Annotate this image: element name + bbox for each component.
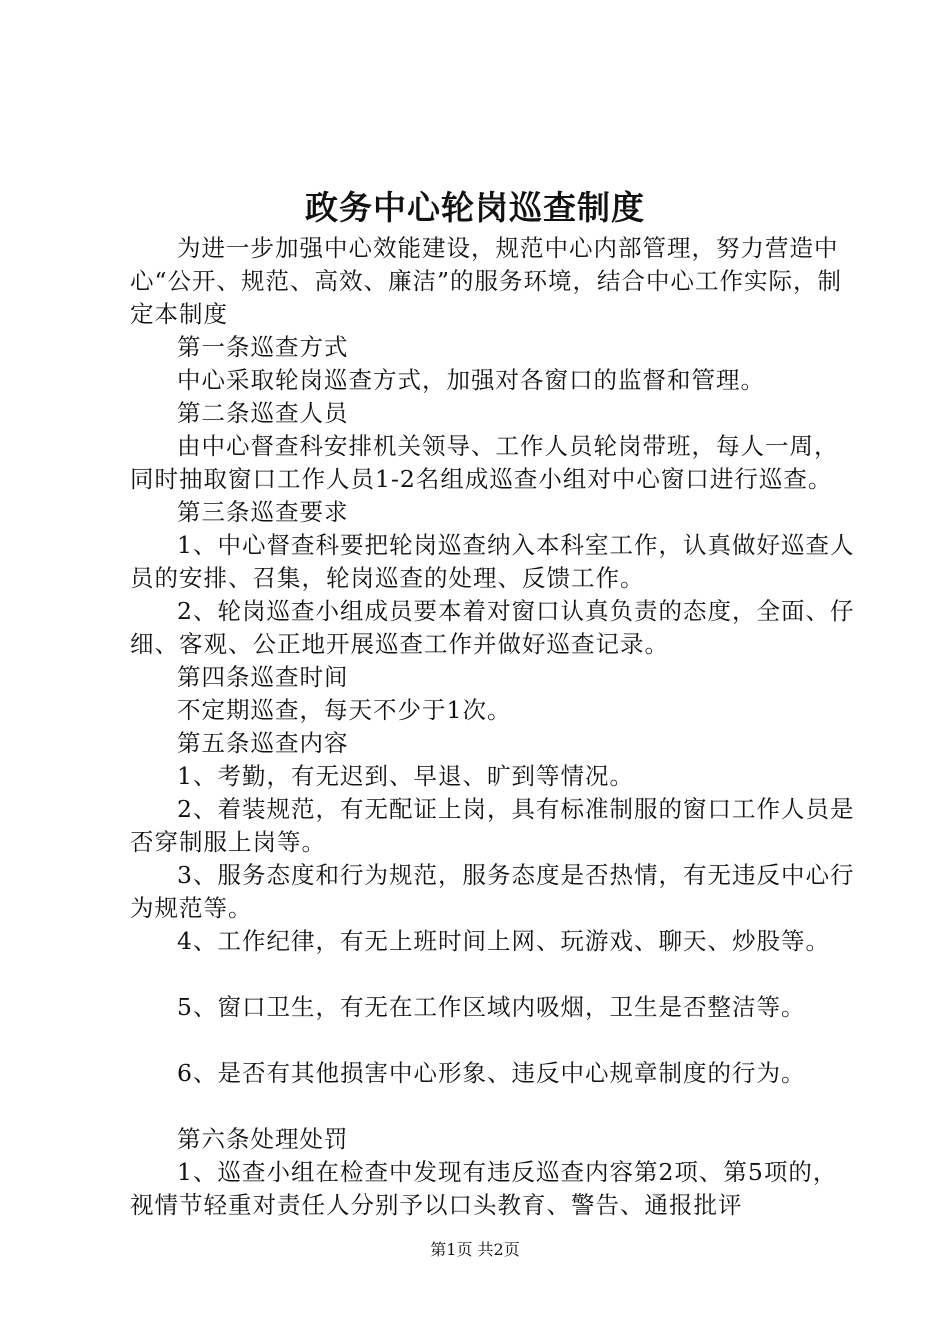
document-title: 政务中心轮岗巡查制度 — [305, 188, 645, 227]
article-5-item-6: 6、是否有其他损害中心形象、违反中心规章制度的行为。 — [177, 1059, 806, 1087]
article-2-text: 由中心督查科安排机关领导、工作人员轮岗带班，每人一周，同时抽取窗口工作人员1-2名组成巡查小组对中心窗口进行巡查。 — [130, 432, 839, 493]
article-5-item-5: 5、窗口卫生，有无在工作区域内吸烟，卫生是否整洁等。 — [177, 993, 806, 1021]
article-3-item-1: 1、中心督查科要把轮岗巡查纳入本科室工作，认真做好巡查人员的安排、召集，轮岗巡查的处理、反馈工作。 — [130, 531, 855, 592]
article-1-heading: 第一条巡查方式 — [177, 333, 349, 361]
article-5-item-2: 2、着装规范，有无配证上岗，具有标准制服的窗口工作人员是否穿制服上岗等。 — [130, 795, 855, 856]
article-5-item-3: 3、服务态度和行为规范，服务态度是否热情，有无违反中心行为规范等。 — [130, 861, 855, 922]
article-3-item-2: 2、轮岗巡查小组成员要本着对窗口认真负责的态度，全面、仔细、客观、公正地开展巡查工作并做好巡查记录。 — [130, 597, 855, 658]
article-4-heading: 第四条巡查时间 — [177, 663, 349, 691]
article-4-text: 不定期巡查，每天不少于1次。 — [177, 696, 512, 724]
article-3-heading: 第三条巡查要求 — [177, 498, 349, 526]
intro-paragraph: 为进一步加强中心效能建设，规范中心内部管理，努力营造中心“公开、规范、高效、廉洁”的服务环境，结合中心工作实际，制定本制度 — [130, 234, 843, 328]
page-number-footer: 第1页 共2页 — [430, 1240, 520, 1259]
article-1-text: 中心采取轮岗巡查方式，加强对各窗口的监督和管理。 — [177, 366, 765, 394]
document-body — [130, 232, 860, 1222]
article-6-item-1: 1、巡查小组在检查中发现有违反巡查内容第2项、第5项的，视情节轻重对责任人分别予以口头教育、警告、通报批评 — [130, 1158, 838, 1219]
blank-line — [130, 1090, 860, 1123]
article-2-heading: 第二条巡查人员 — [177, 399, 349, 427]
article-5-item-1: 1、考勤，有无迟到、早退、旷到等情况。 — [177, 762, 634, 790]
blank-line — [130, 1024, 860, 1057]
blank-line — [130, 958, 860, 991]
article-6-heading: 第六条处理处罚 — [177, 1125, 349, 1153]
article-5-item-4: 4、工作纪律，有无上班时间上网、玩游戏、聊天、炒股等。 — [177, 927, 830, 955]
article-5-heading: 第五条巡查内容 — [177, 729, 349, 757]
